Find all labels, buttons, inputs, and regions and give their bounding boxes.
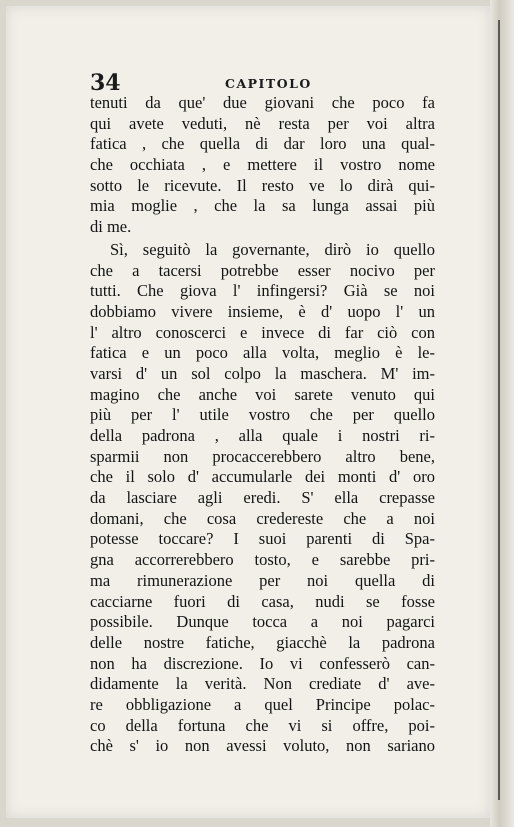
text-line: ma rimunerazione per noi quella di <box>90 570 435 590</box>
text-line: gna accorrerebbero tosto, e sarebbe pri- <box>90 550 435 570</box>
text-line: possibile. Dunque tocca a noi pagarci <box>90 612 435 632</box>
text-line: fatica e un poco alla volta, meglio è le- <box>90 343 435 363</box>
text-line: fatica , che quella di dar loro una qual- <box>90 134 435 154</box>
text-line: tutti. Che giova l' infingersi? Già se noi <box>90 281 435 301</box>
paragraph-2 <box>90 240 435 757</box>
text-line: potesse toccare? I suoi parenti di Spa- <box>90 529 435 549</box>
text-line: l' altro conoscerci e invece di far ciò con <box>90 322 435 342</box>
text-line: sparmii non procaccerebbero altro bene, <box>90 446 435 466</box>
text-line: da lasciare agli eredi. S' ella crepasse <box>90 488 435 508</box>
text-line: chè s' io non avessi voluto, non sariano <box>90 736 435 756</box>
text-line: dobbiamo vivere insieme, è d' uopo l' un <box>90 301 435 321</box>
text-line: che il solo d' accumularle dei monti d' oro <box>90 467 435 487</box>
text-line: non ha discrezione. Io vi confesserò can- <box>90 653 435 673</box>
text-line: che a tacersi potrebbe esser nocivo per <box>90 260 435 280</box>
text-line: delle nostre fatiche, giacchè la padrona <box>90 632 435 652</box>
text-line: domani, che cosa credereste che a noi <box>90 508 435 528</box>
spine-edge-line <box>498 20 500 800</box>
text-line: Sì, seguitò la governante, dirò io quello <box>110 239 435 259</box>
text-line: varsi d' un sol colpo la maschera. M' im- <box>90 363 435 383</box>
text-line: co della fortuna che vi si offre, poi- <box>90 715 435 735</box>
text-line: di me. <box>90 217 132 237</box>
text-line: re obbligazione a quel Principe polac- <box>90 694 435 714</box>
body-text <box>90 93 435 757</box>
paragraph-1 <box>90 93 435 238</box>
text-line: che occhiata , e mettere il vostro nome <box>90 155 435 175</box>
text-line: mia moglie , che la sa lunga assai più <box>90 196 435 216</box>
text-line: qui avete veduti, nè resta per voi altra <box>90 113 435 133</box>
text-line: più per l' utile vostro che per quello <box>90 405 435 425</box>
text-line: sotto le ricevute. Il resto ve lo dirà qui- <box>90 175 435 195</box>
running-title: CAPITOLO <box>225 76 312 91</box>
text-line: didamente la verità. Non crediate d' ave- <box>90 674 435 694</box>
text-line: cacciarne fuori di casa, nudi se fosse <box>90 591 435 611</box>
text-line: magino che anche voi sarete venuto qui <box>90 384 435 404</box>
text-line: tenuti da que' due giovani che poco fa <box>90 93 435 112</box>
text-line: della padrona , alla quale i nostri ri- <box>90 426 435 445</box>
page-number: 34 <box>90 70 121 96</box>
book-spine <box>490 0 514 827</box>
